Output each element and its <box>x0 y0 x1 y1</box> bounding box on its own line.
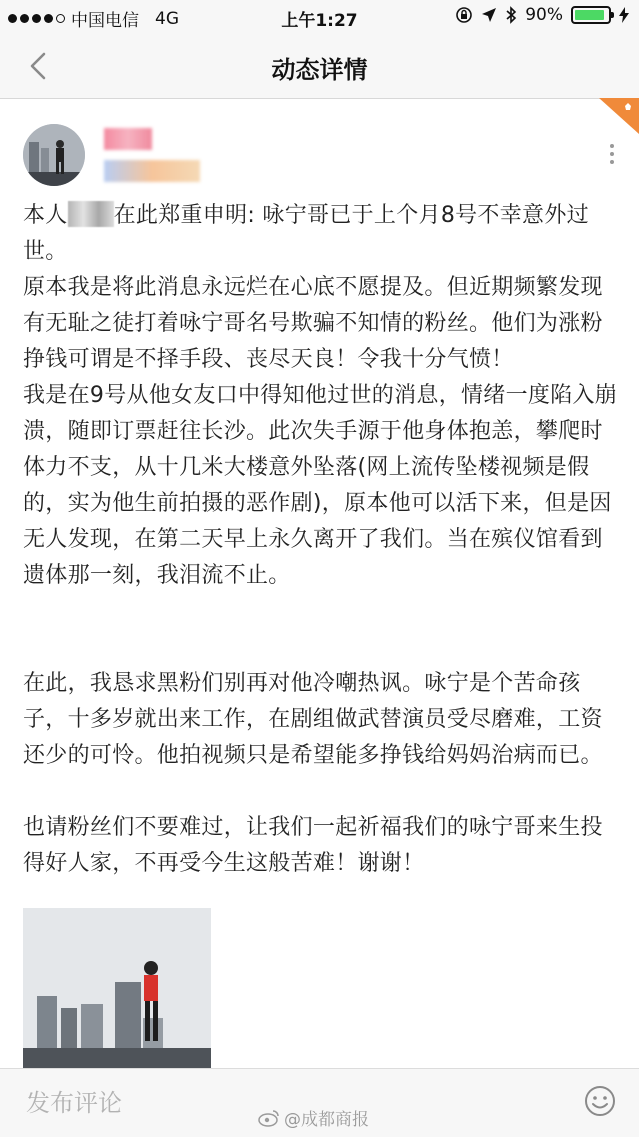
post-meta-redacted <box>104 160 200 182</box>
status-bar <box>0 0 639 34</box>
network-type: 4G <box>155 8 179 29</box>
page-title: 动态详情 <box>271 56 368 84</box>
post-paragraph: 在此，我恳求黑粉们别再对他冷嘲热讽。咏宁是个苦命孩子，十多岁就出来工作，在剧组做武替演员受尽磨难，工资还少的可怜。他拍视频只是希望能多挣钱给妈妈治病而已。 <box>23 671 603 768</box>
bluetooth-icon <box>505 6 517 24</box>
location-arrow-icon <box>481 7 497 23</box>
emoji-button[interactable] <box>584 1085 616 1117</box>
smiley-icon <box>584 1085 616 1117</box>
post-content <box>23 198 623 882</box>
weibo-logo-icon <box>258 1109 280 1127</box>
post-text: 本人 <box>23 203 68 228</box>
post-image[interactable] <box>23 908 211 1068</box>
post-text: 在此郑重申明: 咏宁哥已于上个月8号不幸意外过世。 <box>23 203 589 264</box>
battery-icon <box>571 6 611 24</box>
comment-bar <box>0 1068 639 1137</box>
post-paragraph: 原本我是将此消息永远烂在心底不愿提及。但近期频繁发现有无耻之徒打着咏宁哥名号欺骗不知情的粉丝。他们为涨粉挣钱可谓是不择手段、丧尽天良！令我十分气愤！ <box>23 275 603 372</box>
status-time: 上午1:27 <box>281 11 358 31</box>
photo-content <box>23 908 211 1068</box>
corner-badge-icon <box>599 98 639 134</box>
post-paragraph <box>23 198 623 270</box>
avatar-image <box>23 124 85 186</box>
battery-percent: 90% <box>525 5 563 25</box>
post-paragraph: 我是在9号从他女友口中得知他过世的消息，情绪一度陷入崩溃，随即订票赶往长沙。此次失手源于他身体抱恙，攀爬时体力不支，从十几米大楼意外坠落(网上流传坠楼视频是假的，实为他生前拍摄的恶作剧)，原本他可以活下来，但是因无人发现，在第二天早上永久离开了我们。当在殡仪馆看到遗体那一刻，我泪流不止。 <box>23 383 618 588</box>
navigation-bar <box>0 34 639 99</box>
battery-level <box>575 10 604 20</box>
more-dots-icon <box>610 144 614 148</box>
post-paragraph: 也请粉丝们不要难过，让我们一起祈福我们的咏宁哥来生投得好人家，不再受今生这般苦难！谢谢！ <box>23 815 603 876</box>
more-options-button[interactable] <box>604 140 620 174</box>
orientation-lock-icon <box>455 6 473 24</box>
redacted-name <box>68 201 114 227</box>
carrier-name: 中国电信 <box>71 11 139 31</box>
avatar[interactable] <box>23 124 85 186</box>
username-redacted[interactable] <box>104 128 152 150</box>
watermark-text: @成都商报 <box>284 1110 369 1130</box>
charging-bolt-icon <box>619 7 629 23</box>
watermark <box>258 1105 369 1130</box>
status-right <box>455 5 629 25</box>
